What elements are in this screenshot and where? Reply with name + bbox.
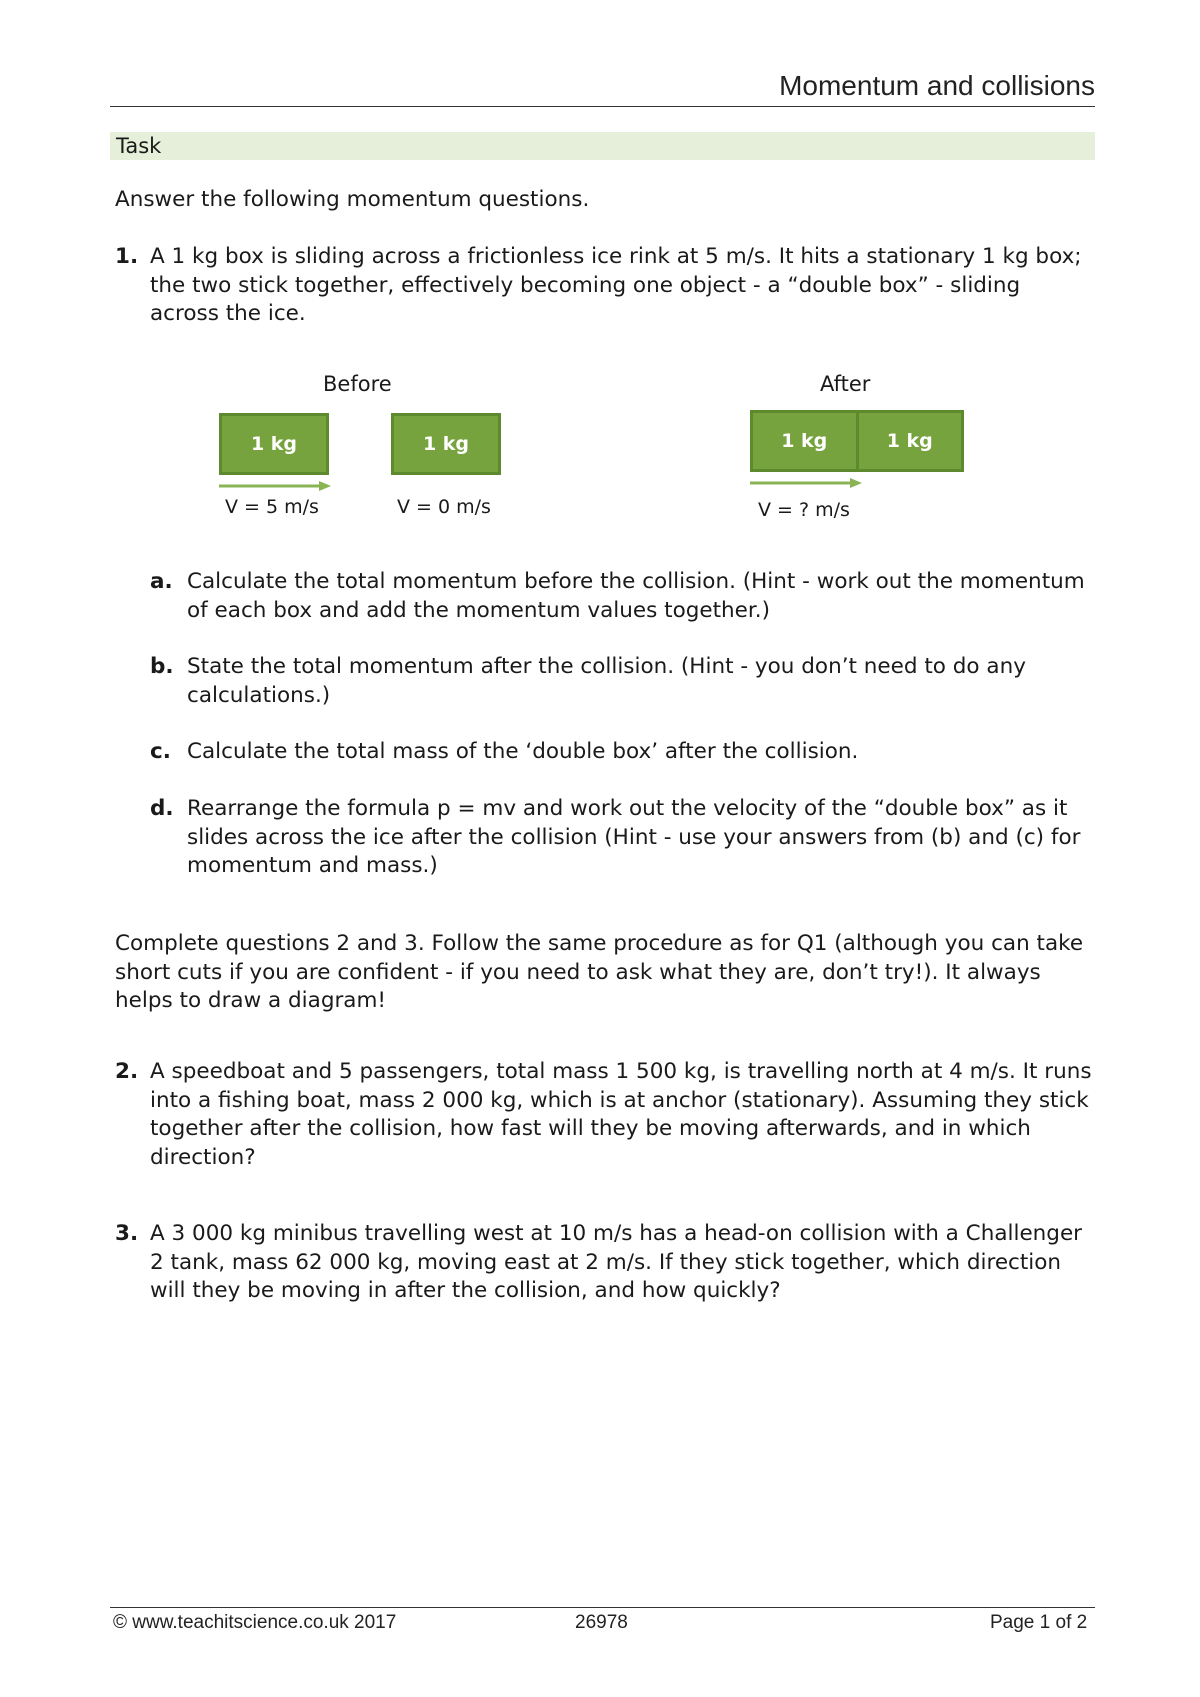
box-mass-label: 1 kg [781,430,828,452]
footer-page-number: Page 1 of 2 [990,1612,1088,1633]
question-1-text: A 1 kg box is sliding across a frictionless ice rink at 5 m/s. It hits a stationary 1 kg box; the two stick together, effectively becoming one object - a “double box” - sliding across the ice. [150,244,1082,326]
double-box-left [753,413,859,469]
footer-copyright: © www.teachitscience.co.uk 2017 [113,1612,397,1633]
question-2-number: 2. [115,1059,139,1084]
footer-divider [110,1607,1095,1608]
part-a-text: Calculate the total momentum before the collision. (Hint - work out the momentum of each box and add the momentum values together.) [187,569,1085,623]
part-a-letter: a. [150,569,173,594]
velocity-arrow-after [750,475,862,494]
intro-text: Answer the following momentum questions. [115,187,590,212]
footer-resource-code: 26978 [575,1612,628,1633]
header-divider [110,106,1095,107]
double-box-after [750,410,964,472]
box-mass-label: 1 kg [886,430,933,452]
page-title: Momentum and collisions [779,70,1095,101]
part-d-text: Rearrange the formula p = mv and work out the velocity of the “double box” as it slides across the ice after the collision (Hint - use your answers from (b) and (c) for momentum and mass.) [187,796,1081,878]
box-before-stationary [391,413,501,475]
question-2-text: A speedboat and 5 passengers, total mass 1 500 kg, is travelling north at 4 m/s. It runs into a fishing boat, mass 2 000 kg, which is at anchor (stationary). Assuming they stick together after the collision, how fast will they be moving afterwards, and in which direction? [150,1059,1092,1170]
box-before-moving [219,413,329,475]
part-c-letter: c. [150,739,171,764]
double-box-right [859,413,962,469]
instructions-text: Complete questions 2 and 3. Follow the same procedure as for Q1 (although you can take short cuts if you are confident - if you need to ask what they are, don’t try!). It always helps to draw a diagram! [115,931,1084,1013]
part-b-text: State the total momentum after the collision. (Hint - you don’t need to do any calculations.) [187,654,1026,708]
velocity-label-after: V = ? m/s [758,499,850,521]
question-1-number: 1. [115,244,139,269]
velocity-label-before-2: V = 0 m/s [397,496,491,518]
part-b-letter: b. [150,654,174,679]
part-c-text: Calculate the total mass of the ‘double box’ after the collision. [187,739,859,764]
box-mass-label: 1 kg [250,433,298,455]
task-heading: Task [110,132,1095,160]
question-3-text: A 3 000 kg minibus travelling west at 10 m/s has a head-on collision with a Challenger 2 tank, mass 62 000 kg, moving east at 2 m/s. If they stick together, which direction will they be moving in after the collision, and how quickly? [150,1221,1083,1303]
box-mass-label: 1 kg [422,433,470,455]
after-label: After [820,372,871,396]
before-label: Before [323,372,392,396]
velocity-label-before-1: V = 5 m/s [225,496,319,518]
velocity-arrow-before [219,478,331,497]
question-3-number: 3. [115,1221,139,1246]
part-d-letter: d. [150,796,174,821]
